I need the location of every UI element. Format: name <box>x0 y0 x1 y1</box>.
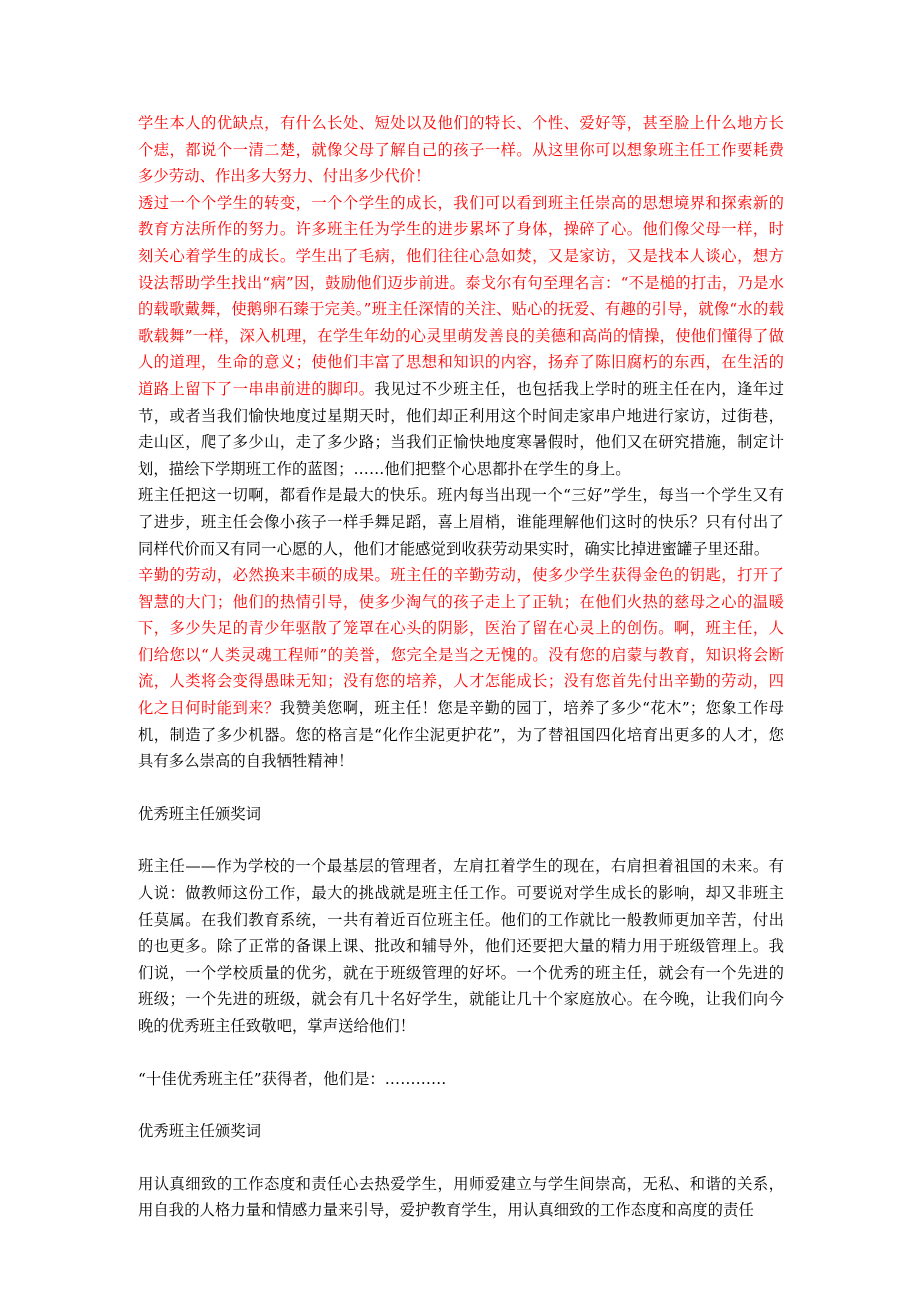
section-1-heading: 优秀班主任颁奖词 <box>138 804 262 823</box>
section-2-heading: 优秀班主任颁奖词 <box>138 1122 262 1141</box>
paragraph-4-red-text: 辛勤的劳动，必然换来丰硕的成果。班主任的辛勤劳动，使多少学生获得金色的钥匙，打开了智慧的大门；他们的热情引导，使多少淘气的孩子走上了正轨；在他们火热的慈母之心的温暖下，多少失足的青少年驱散了笼罩在心头的阴影，医治了留在心灵上的创伤。啊，班主任，人们给您以“人类灵魂工程师”的美誉，您完全是当之无愧的。没有您的启蒙与教育，知识将会断流，人类将会变得愚昧无知；没有您的培养，人才怎能成长；没有您首先付出辛勤的劳动，四化之日何时能到来？ <box>138 566 784 718</box>
paragraph-1 <box>138 110 784 190</box>
paragraph-1-red-text: 学生本人的优缺点，有什么长处、短处以及他们的特长、个性、爱好等，甚至脸上什么地方长个痣，都说个一清二楚，就像父母了解自己的孩子一样。从这里你可以想象班主任工作要耗费多少劳动、作出多大努力、付出多少代价！ <box>138 114 784 186</box>
winners-line: “十佳优秀班主任”获得者，他们是：………… <box>138 1069 447 1088</box>
paragraph-3-black-text: 班主任把这一切啊，都看作是最大的快乐。班内每当出现一个“三好”学生，每当一个学生又有了进步，班主任会像小孩子一样手舞足蹈，喜上眉梢，谁能理解他们这时的快乐？只有付出了同样代价而又有同一心愿的人，他们才能感觉到收获劳动果实时，确实比掉进蜜罐子里还甜。 <box>138 486 784 558</box>
section-2-body: 用认真细致的工作态度和责任心去热爱学生，用师爱建立与学生间崇高，无私、和谐的关系，用自我的人格力量和情感力量来引导，爱护教育学生，用认真细致的工作态度和高度的责任 <box>138 1174 784 1220</box>
document-page <box>138 110 784 1224</box>
paragraph-4 <box>138 562 784 775</box>
paragraph-4-black-text: 我赞美您啊，班主任！您是辛勤的园丁，培养了多少“花木”；您象工作母机，制造了多少机器。您的格言是“化作尘泥更护花”，为了替祖国四化培育出更多的人才，您具有多么崇高的自我牺牲精神！ <box>138 699 784 771</box>
paragraph-2 <box>138 190 784 483</box>
section-1-body: 班主任——作为学校的一个最基层的管理者，左肩扛着学生的现在，右肩担着祖国的未来。有人说：做教师这份工作，最大的挑战就是班主任工作。可要说对学生成长的影响，却又非班主任莫属。在我们教育系统，一共有着近百位班主任。他们的工作就比一般教师更加辛苦，付出的也更多。除了正常的备课上课、批改和辅导外，他们还要把大量的精力用于班级管理上。我们说，一个学校质量的优劣，就在于班级管理的好坏。一个优秀的班主任，就会有一个先进的班级；一个先进的班级，就会有几十名好学生，就能让几十个家庭放心。在今晚，让我们向今晚的优秀班主任致敬吧，掌声送给他们！ <box>138 857 784 1035</box>
paragraph-2-red-text: 透过一个个学生的转变，一个个学生的成长，我们可以看到班主任崇高的思想境界和探索新的教育方法所作的努力。许多班主任为学生的进步累坏了身体，操碎了心。他们像父母一样，时刻关心着学生的成长。学生出了毛病，他们往往心急如焚，又是家访，又是找本人谈心，想方设法帮助学生找出“病”因，鼓励他们迈步前进。泰戈尔有句至理名言：“不是槌的打击，乃是水的载歌戴舞，使鹅卵石臻于完美。”班主任深情的关注、贴心的抚爱、有趣的引导，就像“水的载歌载舞”一样，深入机理，在学生年幼的心灵里萌发善良的美德和高尚的情操，使他们懂得了做人的道理，生命的意义；使他们丰富了思想和知识的内容，扬弃了陈旧腐朽的东西，在生活的道路上留下了一串串前进的脚印。 <box>138 193 784 398</box>
paragraph-3 <box>138 482 784 562</box>
paragraph-2-black-text: 我见过不少班主任，也包括我上学时的班主任在内，逢年过节，或者当我们愉快地度过星期天时，他们却正利用这个时间走家串户地进行家访，过街巷，走山区，爬了多少山，走了多少路；当我们正愉快地度寒暑假时，他们又在研究措施，制定计划，描绘下学期班工作的蓝图；……他们把整个心思都扑在学生的身上。 <box>138 379 784 478</box>
